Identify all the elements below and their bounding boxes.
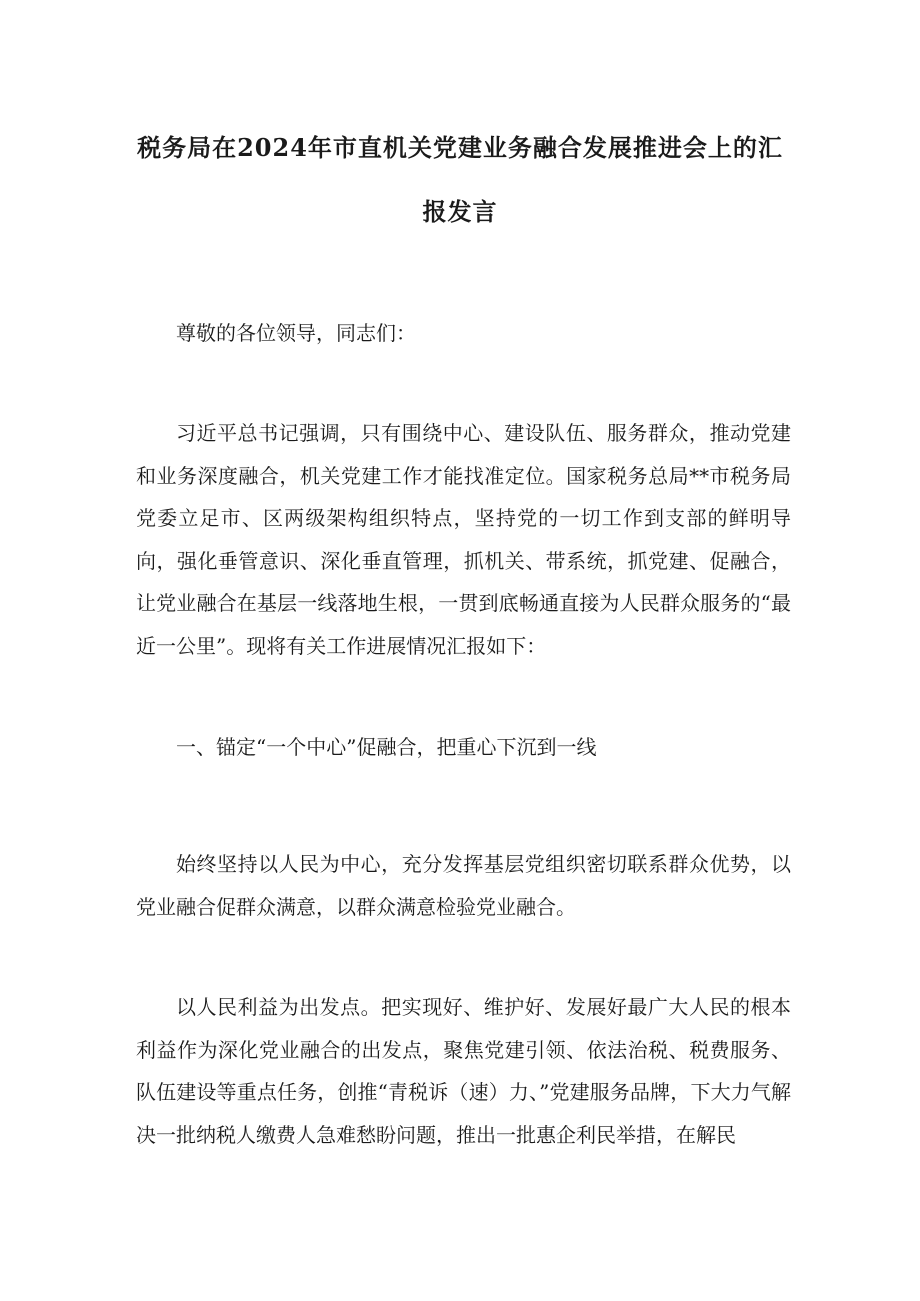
salutation: 尊敬的各位领导，同志们： xyxy=(176,321,416,345)
paragraph-body-2: 以人民利益为出发点。把实现好、维护好、发展好最广大人民的根本利益作为深化党业融合的出发点，聚焦党建引领、依法治税、税费服务、队伍建设等重点任务，创推“青税诉（速）力、”党建服务品牌，下大力气解决一批纳税人缴费人急难愁盼问题，推出一批惠企利民举措，在解民 xyxy=(136,995,791,1147)
paragraph-body-1: 始终坚持以人民为中心，充分发挥基层党组织密切联系群众优势，以党业融合促群众满意，以群众满意检验党业融合。 xyxy=(136,852,791,919)
paragraph-intro: 习近平总书记强调，只有围绕中心、建设队伍、服务群众，推动党建和业务深度融合，机关党建工作才能找准定位。国家税务总局**市税务局党委立足市、区两级架构组织特点，坚持党的一切工作到支部的鲜明导向，强化垂管意识、深化垂直管理，抓机关、带系统，抓党建、促融合，让党业融合在基层一线落地生根，一贯到底畅通直接为人民群众服务的“最近一公里”。现将有关工作进展情况汇报如下： xyxy=(136,421,791,658)
document-title-line2: 报发言 xyxy=(422,197,498,226)
section-heading-1: 一、锚定“一个中心”促融合，把重心下沉到一线 xyxy=(176,735,597,759)
document-title-line1: 税务局在2024年市直机关党建业务融合发展推进会上的汇 xyxy=(137,133,783,162)
